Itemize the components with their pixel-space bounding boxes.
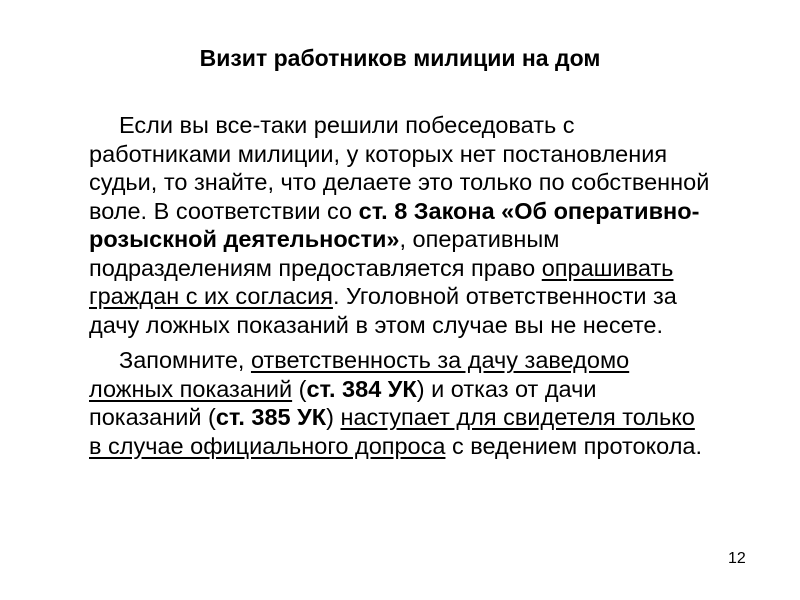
law-reference: ст. 8 Закона «Об оперативно-розыскной деятельности» bbox=[89, 197, 700, 252]
paragraph-1-text-1: Если вы все-таки решили побеседовать с работниками милиции, у которых нет постановления судьи, то знайте, что делаете это только по собственной воле. В соответствии со bbox=[89, 112, 710, 224]
liability-underlined: ответственность за дачу заведомо ложных показаний bbox=[89, 347, 630, 402]
witness-condition-underlined: наступает для свидетеля только в случае официального допроса bbox=[89, 404, 695, 459]
slide-body bbox=[89, 111, 711, 467]
paragraph-2-text-2: ( bbox=[292, 375, 307, 402]
paragraph-2-text-4: ) bbox=[326, 404, 341, 430]
paragraph-2-text-5: с ведением протокола. bbox=[445, 432, 703, 459]
paragraph-2-text-3: ) и отказ от дачи показаний ( bbox=[89, 375, 597, 430]
paragraph-1-text-3: . Уголовной ответственности за дачу ложных показаний в этом случае вы не несете. bbox=[89, 283, 677, 338]
slide-title: Визит работников милиции на дом bbox=[199, 45, 601, 71]
right-to-question-underlined: опрашивать граждан с их согласия bbox=[89, 254, 674, 309]
paragraph-2 bbox=[89, 346, 711, 460]
paragraph-2-text-1: Запомните, bbox=[119, 347, 251, 373]
page-number: 12 bbox=[728, 550, 746, 567]
paragraph-1-text-2: , оперативным подразделениям предоставляется право bbox=[89, 226, 560, 281]
article-385-reference: ст. 385 УК bbox=[215, 404, 327, 430]
article-384-reference: ст. 384 УК bbox=[306, 375, 417, 402]
paragraph-1 bbox=[89, 111, 711, 339]
